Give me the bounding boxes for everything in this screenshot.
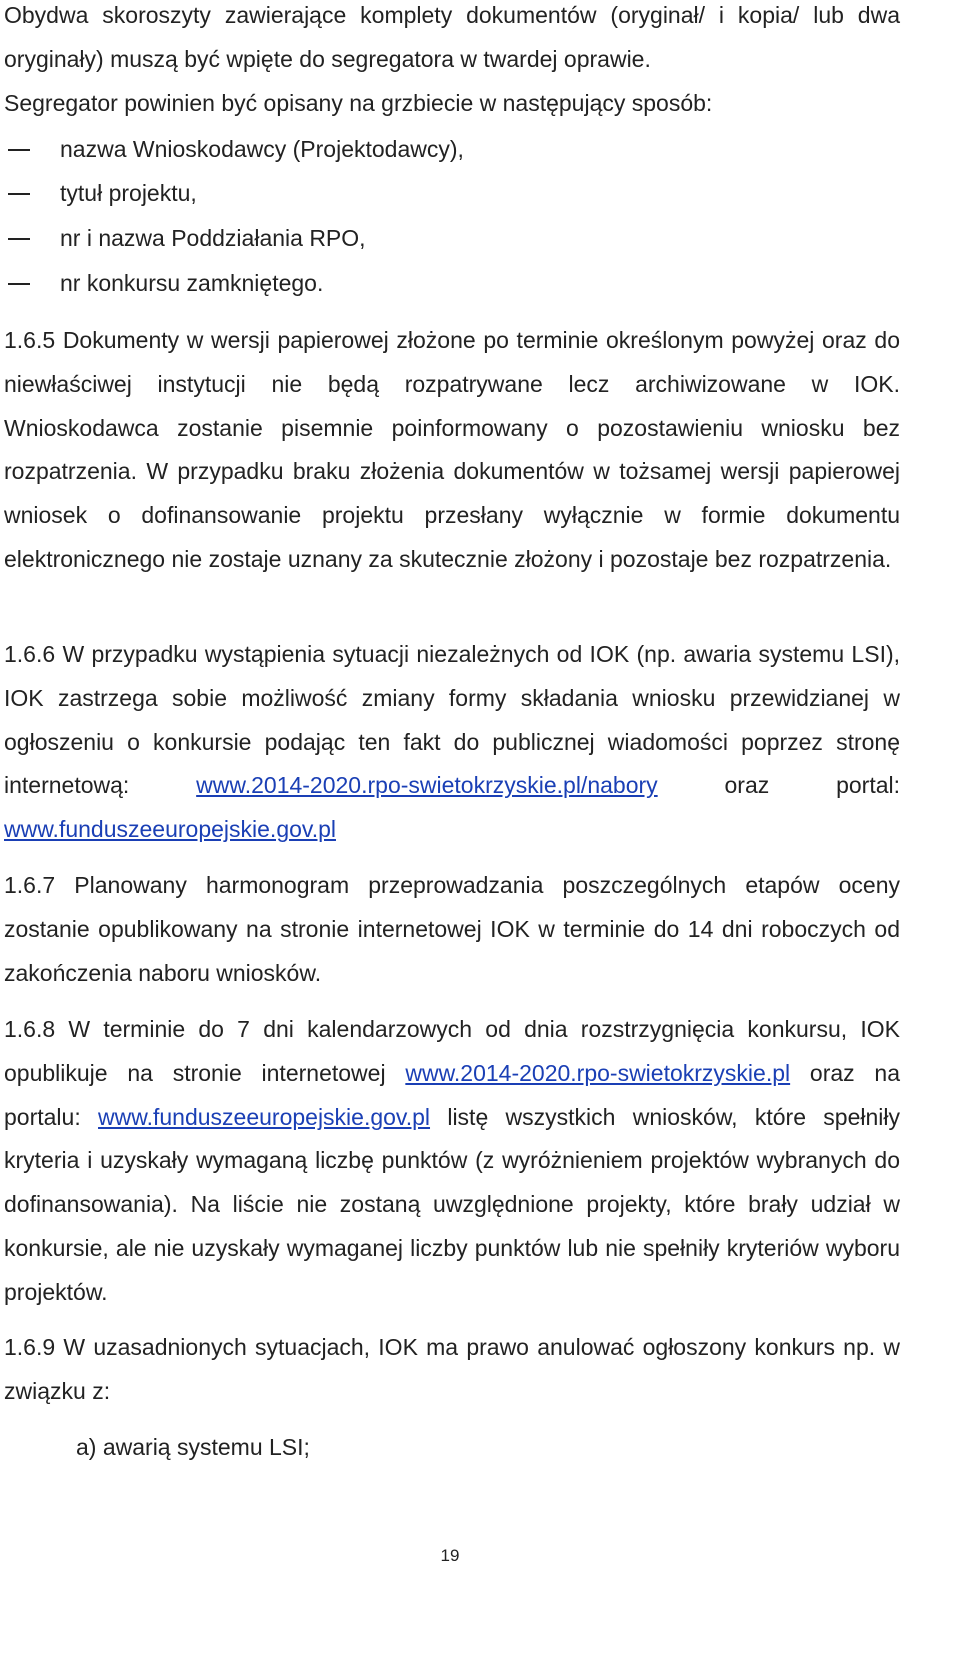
section-text-a: W terminie do 7 dni kalendarzowych od dnia rozstrzygnięcia konkursu, IOK opublikuje na stronie internetowej: [4, 1016, 900, 1086]
nabory-link[interactable]: www.2014-2020.rpo-swietokrzyskie.pl/nabory: [196, 772, 658, 799]
section-number: 1.6.6: [4, 641, 56, 667]
fundusze-link[interactable]: www.funduszeeuropejskie.gov.pl: [4, 816, 336, 843]
list-marker: a): [76, 1434, 97, 1460]
section-text: W uzasadnionych sytuacjach, IOK ma prawo anulować ogłoszony konkurs np. w związku z:: [4, 1334, 900, 1404]
intro-text: Obydwa skoroszyty zawierające komplety dokumentów (oryginał/ i kopia/ lub dwa oryginały) muszą być wpięte do segregatora w twardej oprawie.: [4, 2, 900, 72]
list-item: nr konkursu zamkniętego.: [60, 270, 324, 296]
section-text-mid: oraz portal:: [724, 772, 901, 799]
list-item: nr i nazwa Poddziałania RPO,: [60, 225, 366, 251]
section-text: W przypadku wystąpienia sytuacji niezależnych od IOK (np. awaria systemu LSI), IOK zastrzega sobie możliwość zmiany formy składania wniosku przewidzianej w ogłoszeniu o konkursie podając ten fakt do publicznej wiadomości poprzez stronę internetową:: [4, 641, 901, 799]
section-number: 1.6.9: [4, 1334, 56, 1360]
list-text: awarią systemu LSI;: [102, 1434, 310, 1460]
intro-paragraph: [4, 0, 900, 125]
section-1-6-9: [4, 1326, 900, 1414]
list-item: nazwa Wnioskodawcy (Projektodawcy),: [60, 136, 464, 162]
section-text-b: oraz na portalu:: [4, 1059, 901, 1130]
section-text-c: listę wszystkich wniosków, które spełniły kryteria i uzyskały wymaganą liczbę punktów (z wyróżnieniem projektów wybranych do dofinansowania). Na liście nie zostaną uwzględnione projekty, które brały udział w konkursie, ale nie uzyskały wymaganej liczby punktów lub nie spełniły kryteriów wyboru projektów.: [4, 1103, 901, 1305]
list-item: tytuł projektu,: [60, 180, 197, 206]
section-1-6-5: [4, 319, 900, 582]
list-item: [76, 1425, 310, 1469]
section-1-6-6: [4, 633, 900, 852]
fundusze-link[interactable]: www.funduszeeuropejskie.gov.pl: [98, 1103, 431, 1130]
intro-text-2: Segregator powinien być opisany na grzbiecie w następujący sposób:: [4, 89, 713, 116]
section-number: 1.6.8: [4, 1016, 56, 1042]
section-number: 1.6.7: [4, 872, 56, 898]
page-number: 19: [440, 1546, 460, 1565]
section-1-6-8: [4, 1008, 900, 1315]
section-1-6-7: [4, 864, 900, 995]
section-text: Planowany harmonogram przeprowadzania poszczególnych etapów oceny zostanie opublikowany na stronie internetowej IOK w terminie do 14 dni roboczych od zakończenia naboru wniosków.: [4, 872, 901, 986]
section-number: 1.6.5: [4, 327, 56, 353]
rpo-link[interactable]: www.2014-2020.rpo-swietokrzyskie.pl: [405, 1059, 791, 1086]
section-text: Dokumenty w wersji papierowej złożone po terminie określonym powyżej oraz do niewłaściwej instytucji nie będą rozpatrywane lecz archiwizowane w IOK. Wnioskodawca zostanie pisemnie poinformowany o pozostawieniu wniosku bez rozpatrzenia. W przypadku braku złożenia dokumentów w tożsamej wersji papierowej wniosek o dofinansowanie projektu przesłany wyłącznie w formie dokumentu elektronicznego nie zostaje uznany za skutecznie złożony i pozostaje bez rozpatrzenia.: [4, 327, 900, 572]
